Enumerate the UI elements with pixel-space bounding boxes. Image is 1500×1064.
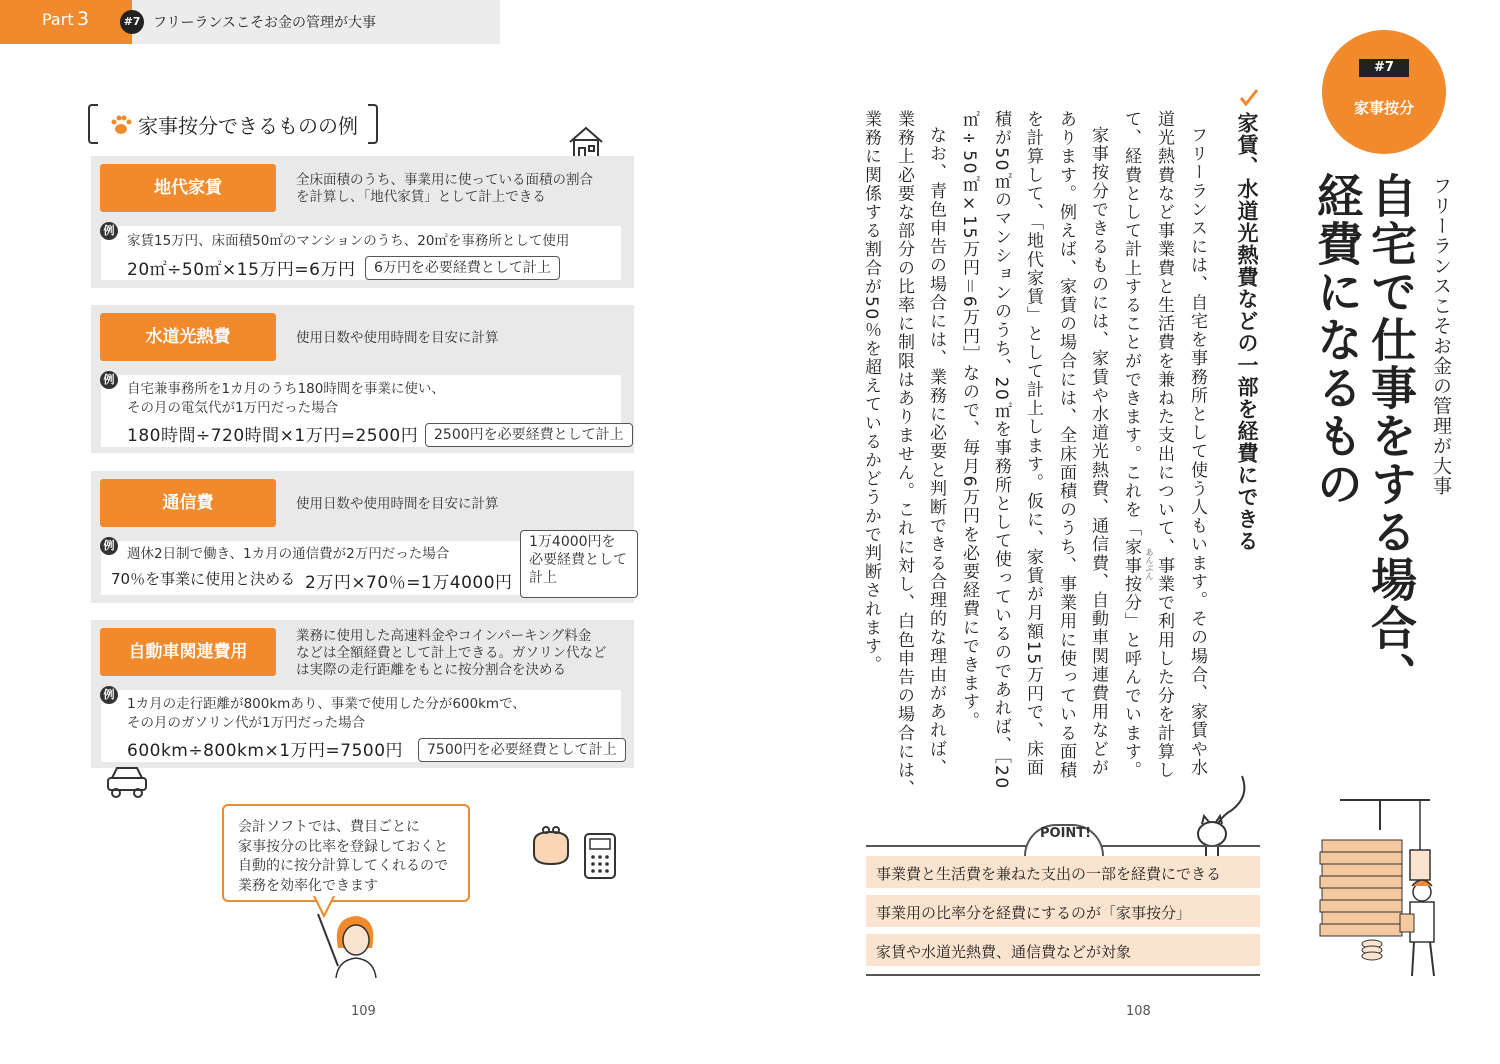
item-label: 水道光熱費 (100, 313, 276, 361)
bubble-line: 家事按分の比率を登録しておくと (238, 838, 448, 855)
example-formula: 2万円×70％=1万4000円 (305, 573, 513, 593)
item-label: 地代家賃 (100, 164, 276, 212)
chapter-number: #7 (120, 10, 144, 34)
point-item (866, 934, 1260, 966)
point-item (866, 895, 1260, 927)
point-text: 事業用の比率分を経費にするのが「家事按分」 (876, 904, 1192, 922)
body-column: フリーランスには、自宅を事務所として使う人もいます。その場合、家賃や水 (1187, 126, 1207, 777)
subtitle: 家賃、水道光熱費などの一部を経費にできる (1235, 112, 1259, 552)
paw-icon (110, 115, 132, 135)
item-description: 使用日数や使用時間を目安に計算 (296, 330, 499, 346)
section-title (88, 104, 378, 142)
description-line: 全床面積のうち、事業用に使っている面積の割合 (296, 172, 593, 188)
point-top-line (866, 845, 1026, 847)
body-column: 業務に関係する割合が50％を超えているかどうかで判断されます。 (861, 110, 881, 675)
part-number: 3 (77, 8, 90, 30)
check-icon (1238, 88, 1260, 108)
chapter-title: フリーランスこそお金の管理が大事 (153, 15, 377, 31)
result-callout: 6万円を必要経費として計上 (365, 256, 560, 280)
description-line: 業務に使用した高速料金やコインパーキング料金 (296, 628, 592, 644)
body-column: 業務上必要な部分の比率に制限はありません。これに対し、白色申告の場合には、 (894, 110, 914, 799)
formula-prefix: 70％を事業に使用と決める (111, 570, 296, 588)
page-number-left: 109 (351, 1004, 376, 1019)
title-line-2: 経費になるもの (1310, 172, 1364, 508)
example-line: その月の電気代が1万円だった場合 (127, 400, 339, 416)
bracket-left (88, 104, 98, 144)
result-line: 1万4000円を (529, 534, 616, 550)
example-formula: 600km÷800km×1万円=7500円 (127, 741, 404, 761)
result-callout: 2500円を必要経費として計上 (425, 423, 633, 447)
item-description: 使用日数や使用時間を目安に計算 (296, 496, 499, 512)
part-tab (0, 0, 132, 44)
description-line: を計算し、「地代家賃」として計上できる (296, 189, 546, 205)
cat-illustration (1190, 772, 1252, 856)
example-marker: 例 (100, 686, 118, 704)
badge-title: 家事按分 (1353, 99, 1414, 117)
car-icon (104, 762, 150, 800)
item-description (296, 628, 607, 679)
chapter-badge (1322, 30, 1446, 154)
result-line: 計上 (529, 570, 557, 586)
badge-number: #7 (1359, 59, 1409, 77)
bubble-line: 自動的に按分計算してくれるので (238, 858, 448, 874)
body-column: て、経費として計上することができます。これを「家事按分」と呼んでいます。 (1121, 110, 1141, 780)
purse-icon (528, 822, 574, 868)
kicker: フリーランスこそお金の管理が大事 (1430, 176, 1452, 496)
body-column: 積が50㎡のマンションのうち、20㎡を事務所として使っているのであれば、［20 (991, 110, 1011, 790)
description-line: は実際の走行距離をもとに按分割合を決める (296, 662, 566, 678)
body-column: ㎡÷50㎡×15万円＝6万円］なので、毎月6万円を必要経費にできます。 (959, 110, 979, 730)
money-construction-illustration (1310, 790, 1460, 980)
point-label: POINT! (1040, 826, 1092, 841)
body-column: 家事按分できるものには、家賃や水道光熱費、通信費、自動車関連費用などが (1088, 126, 1108, 777)
point-text: 事業費と生活費を兼ねた支出の一部を経費にできる (876, 865, 1222, 883)
example-line: 週休2日制で働き、1カ月の通信費が2万円だった場合 (127, 546, 450, 562)
point-bottom-line (866, 974, 1260, 976)
advisor-woman-illustration (316, 908, 392, 978)
body-column: あります。例えば、家賃の場合には、全床面積のうち、事業用に使っている面積 (1056, 110, 1076, 780)
example-line: 1カ月の走行距離が800kmあり、事業で使用した分が600kmで、 (127, 696, 526, 712)
example-marker: 例 (100, 371, 118, 389)
body-column: なお、青色申告の場合には、業務に必要と判断できる合理的な理由があれば、 (926, 126, 946, 777)
speech-bubble (222, 804, 470, 902)
page-number-right: 108 (1126, 1004, 1151, 1019)
speech-bubble-text (238, 818, 463, 896)
example-line: 自宅兼事務所を1カ月のうち180時間を事業に使い、 (127, 381, 445, 397)
example-line: 家賃15万円、床面積50㎡のマンションのうち、20㎡を事務所として使用 (127, 233, 570, 249)
bubble-line: 業務を効率化できます (238, 877, 378, 894)
result-line: 必要経費として (529, 552, 627, 568)
item-label: 通信費 (100, 479, 276, 527)
part-label: Part (42, 10, 74, 29)
point-text: 家賃や水道光熱費、通信費などが対象 (876, 943, 1132, 961)
point-top-line (1096, 845, 1260, 847)
bracket-right (368, 104, 378, 144)
item-description (296, 172, 593, 206)
example-formula: 20㎡÷50㎡×15万円=6万円 (127, 260, 356, 280)
title-line-1: 自宅で仕事をする場合、 (1364, 172, 1418, 700)
result-callout (520, 530, 638, 598)
bubble-line: 会計ソフトでは、費目ごとに (238, 819, 420, 835)
description-line: などは全額経費として計上できる。ガソリン代など (296, 645, 607, 661)
point-item (866, 856, 1260, 888)
example-line: その月のガソリン代が1万円だった場合 (127, 715, 366, 731)
example-formula: 180時間÷720時間×1万円=2500円 (127, 426, 419, 446)
item-label: 自動車関連費用 (100, 628, 276, 676)
body-column: 道光熱費など事業費と生活費を兼ねた支出について、事業で利用した分を計算し (1154, 110, 1174, 780)
result-callout: 7500円を必要経費として計上 (418, 738, 626, 762)
body-column: を計算して、「地代家賃」として計上します。仮に、家賃が月額15万円で、床面 (1023, 110, 1043, 778)
section-title-text: 家事按分できるものの例 (138, 114, 358, 138)
calculator-icon (582, 832, 618, 880)
example-marker: 例 (100, 537, 118, 555)
ruby-text: あんぶん (1145, 548, 1154, 580)
example-marker: 例 (100, 222, 118, 240)
